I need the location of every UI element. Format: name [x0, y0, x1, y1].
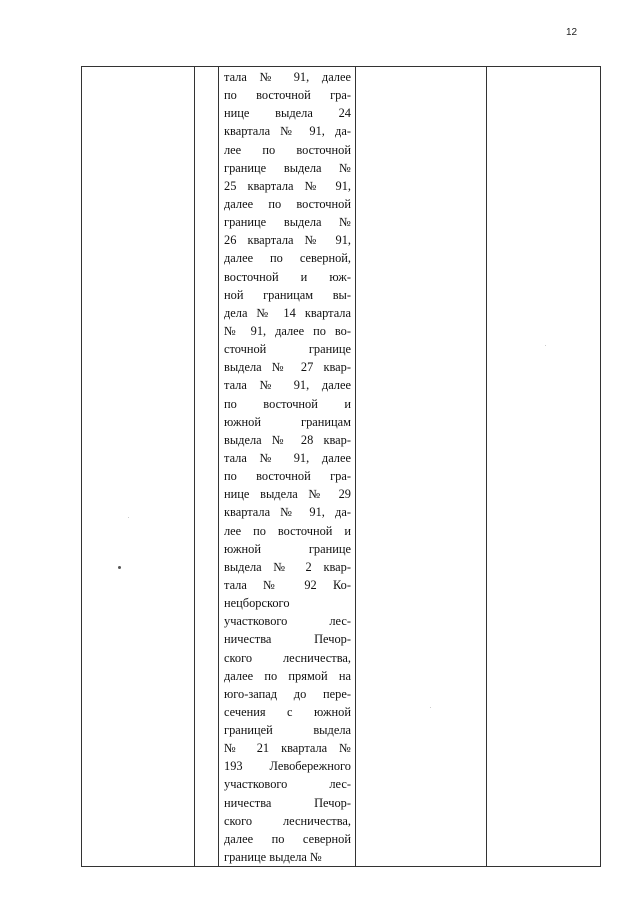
- text-line: далее по прямой на: [224, 668, 351, 683]
- text-line: границе выдела №: [224, 160, 351, 175]
- text-line: восточной и юж-: [224, 269, 351, 284]
- table-cell-column-1: [82, 67, 195, 867]
- text-line: далее по северной: [224, 831, 351, 846]
- text-line: выдела № 2 квар-: [224, 559, 351, 574]
- text-line: нецборского: [224, 596, 290, 611]
- scan-speck: [545, 345, 546, 346]
- table-row: [82, 67, 601, 867]
- text-line: квартала № 91, да-: [224, 505, 351, 520]
- text-line: участкового лес-: [224, 777, 351, 792]
- text-line: ной границам вы-: [224, 287, 351, 302]
- text-line: по восточной гра-: [224, 469, 351, 484]
- text-line: квартала № 91, да-: [224, 124, 351, 139]
- boundary-description-table: [81, 66, 601, 867]
- table-cell-column-5: [487, 67, 601, 867]
- text-line: далее по северной,: [224, 251, 351, 266]
- text-line: южной границе: [224, 541, 351, 556]
- scan-speck: [128, 517, 129, 518]
- text-line: участкового лес-: [224, 614, 351, 629]
- text-line: далее по восточной: [224, 196, 351, 211]
- text-line: дела № 14 квартала: [224, 305, 351, 320]
- text-line: выдела № 28 квар-: [224, 432, 351, 447]
- text-line: 193 Левобережного: [224, 759, 351, 774]
- table-cell-column-4: [356, 67, 487, 867]
- scan-speck: [430, 707, 431, 708]
- text-line: лее по восточной и: [224, 523, 351, 538]
- text-line: № 91, далее по во-: [224, 323, 351, 338]
- table-cell-column-2: [195, 67, 219, 867]
- text-line: границе выдела №: [224, 850, 322, 865]
- text-line: по восточной гра-: [224, 88, 351, 103]
- text-line: сточной границе: [224, 342, 351, 357]
- text-line: границей выдела: [224, 723, 351, 738]
- boundary-description-text: [224, 68, 351, 866]
- text-line: 26 квартала № 91,: [224, 233, 351, 248]
- boundary-description-cell: [219, 67, 356, 867]
- page-number: 12: [566, 27, 578, 38]
- text-line: лее по восточной: [224, 142, 351, 157]
- text-line: тала № 91, далее: [224, 378, 351, 393]
- text-line: сечения с южной: [224, 704, 351, 719]
- text-line: юго-запад до пере-: [224, 686, 351, 701]
- text-line: № 21 квартала №: [224, 741, 351, 756]
- text-line: южной границам: [224, 414, 351, 429]
- text-line: ского лесничества,: [224, 650, 351, 665]
- text-line: границе выдела №: [224, 215, 351, 230]
- text-line: по восточной и: [224, 396, 351, 411]
- text-line: нице выдела № 29: [224, 487, 351, 502]
- text-line: нице выдела 24: [224, 106, 351, 121]
- text-line: выдела № 27 квар-: [224, 360, 351, 375]
- text-line: ского лесничества,: [224, 813, 351, 828]
- text-line: ничества Печор-: [224, 632, 351, 647]
- scan-speck: [118, 566, 121, 569]
- text-line: тала № 92 Ко-: [224, 577, 351, 592]
- text-line: тала № 91, далее: [224, 450, 351, 465]
- text-line: 25 квартала № 91,: [224, 178, 351, 193]
- text-line: ничества Печор-: [224, 795, 351, 810]
- text-line: тала № 91, далее: [224, 70, 351, 84]
